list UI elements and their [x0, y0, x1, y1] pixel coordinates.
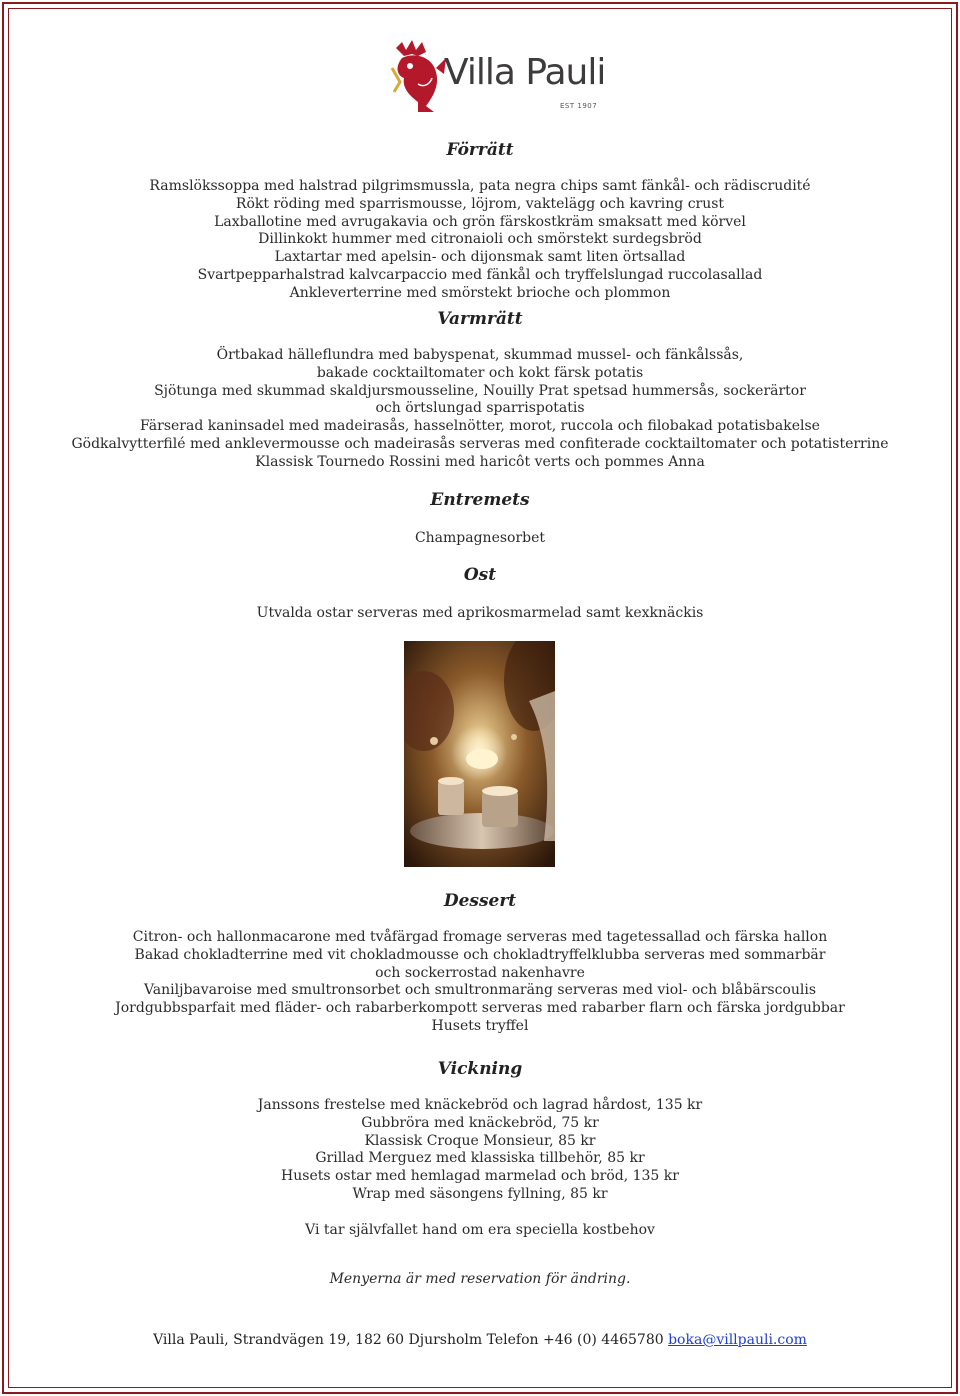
menu-item: Sjötunga med skummad skaldjursmousseline, Nouilly Prat spetsad hummersås, sockerärtor	[154, 382, 806, 399]
menu-item: Gödkalvytterfilé med anklevermousse och madeirasås serveras med confiterade cocktailtomater och potatisterrine	[71, 435, 889, 452]
menu-item: Citron- och hallonmacarone med tvåfärgad fromage serveras med tagetessallad och färska hallon	[132, 929, 828, 945]
menu-item: Utvalda ostar serveras med aprikosmarmelad samt kexknäckis	[256, 605, 704, 621]
section-title-varmratt: Varmrätt	[437, 309, 523, 329]
menu-item: Bakad chokladterrine med vit chokladmousse och chokladtryffelklubba serveras med sommarbär	[134, 946, 826, 963]
section-list-entremets	[0, 530, 960, 548]
section-title-dessert: Dessert	[443, 891, 517, 911]
section-list-vickning	[0, 1097, 960, 1204]
section-list-varmratt	[0, 347, 960, 472]
menu-item: och sockerrostad nakenhavre	[375, 964, 585, 981]
menu-item: Klassisk Croque Monsieur, 85 kr	[364, 1132, 596, 1149]
section-title-ost: Ost	[463, 565, 497, 585]
lion-emblem-icon	[388, 38, 448, 114]
menu-item: Gubbröra med knäckebröd, 75 kr	[361, 1114, 599, 1131]
menu-item: Laxtartar med apelsin- och dijonsmak samt liten örtsallad	[274, 249, 686, 266]
menu-item: Wrap med säsongens fyllning, 85 kr	[352, 1185, 608, 1202]
section-title-forratt: Förrätt	[446, 140, 514, 160]
menu-item: Klassisk Tournedo Rossini med haricôt verts och pommes Anna	[255, 453, 705, 470]
section-list-forratt	[0, 178, 960, 303]
email-link[interactable]: boka@villpauli.com	[668, 1332, 807, 1348]
section-list-dessert	[0, 929, 960, 1036]
brand-name: Villa Pauli	[444, 52, 606, 93]
menu-item: bakade cocktailtomater och kokt färsk potatis	[316, 364, 644, 381]
footer-address: Villa Pauli, Strandvägen 19, 182 60 Djursholm Telefon +46 (0) 4465780	[153, 1332, 669, 1348]
menu-item: Jordgubbsparfait med fläder- och rabarberkompott serveras med rabarber flarn och färska jordgubbar	[115, 1000, 845, 1017]
menu-item: Svartpepparhalstrad kalvcarpaccio med fänkål och tryffelslungad ruccolasallad	[197, 266, 763, 283]
candlelight-table-photo	[404, 641, 555, 867]
dietary-note: Vi tar självfallet hand om era speciella kostbehov	[305, 1222, 655, 1238]
menu-item: och örtslungad sparrispotatis	[375, 400, 585, 417]
menu-item: Champagnesorbet	[414, 530, 546, 546]
section-list-ost	[0, 605, 960, 623]
menu-item: Örtbakad hälleflundra med babyspenat, skummad mussel- och fänkålssås,	[216, 347, 744, 363]
menu-item: Husets ostar med hemlagad marmelad och bröd, 135 kr	[281, 1168, 679, 1185]
footer-contact	[0, 1332, 960, 1348]
menu-item: Ramslökssoppa med halstrad pilgrimsmussla, pata negra chips samt fänkål- och rädiscrudité	[149, 178, 811, 194]
menu-item: Färserad kaninsadel med madeirasås, hasselnötter, morot, ruccola och filobakad potatisbakelse	[140, 418, 820, 435]
menu-item: Husets tryffel	[431, 1017, 529, 1034]
menu-item: Janssons frestelse med knäckebröd och lagrad hårdost, 135 kr	[257, 1097, 703, 1113]
section-title-vickning: Vickning	[437, 1059, 523, 1079]
menu-item: Dillinkokt hummer med citronaioli och smörstekt surdegsbröd	[258, 231, 702, 248]
menu-item: Vaniljbavaroise med smultronsorbet och smultronmaräng serveras med viol- och blåbärscoulis	[143, 982, 817, 999]
villa-pauli-logo	[388, 38, 606, 114]
menu-item: Laxballotine med avrugakavia och grön färskostkräm smaksatt med körvel	[214, 213, 746, 230]
menu-item: Grillad Merguez med klassiska tillbehör, 85 kr	[315, 1150, 645, 1167]
menu-item: Rökt röding med sparrismousse, löjrom, vaktelägg och kavring crust	[235, 195, 725, 212]
menu-item: Ankleverterrine med smörstekt brioche och plommon	[289, 284, 671, 301]
section-title-entremets: Entremets	[430, 490, 530, 510]
change-note: Menyerna är med reservation för ändring.	[329, 1271, 631, 1287]
brand-established: EST 1907	[560, 102, 598, 110]
